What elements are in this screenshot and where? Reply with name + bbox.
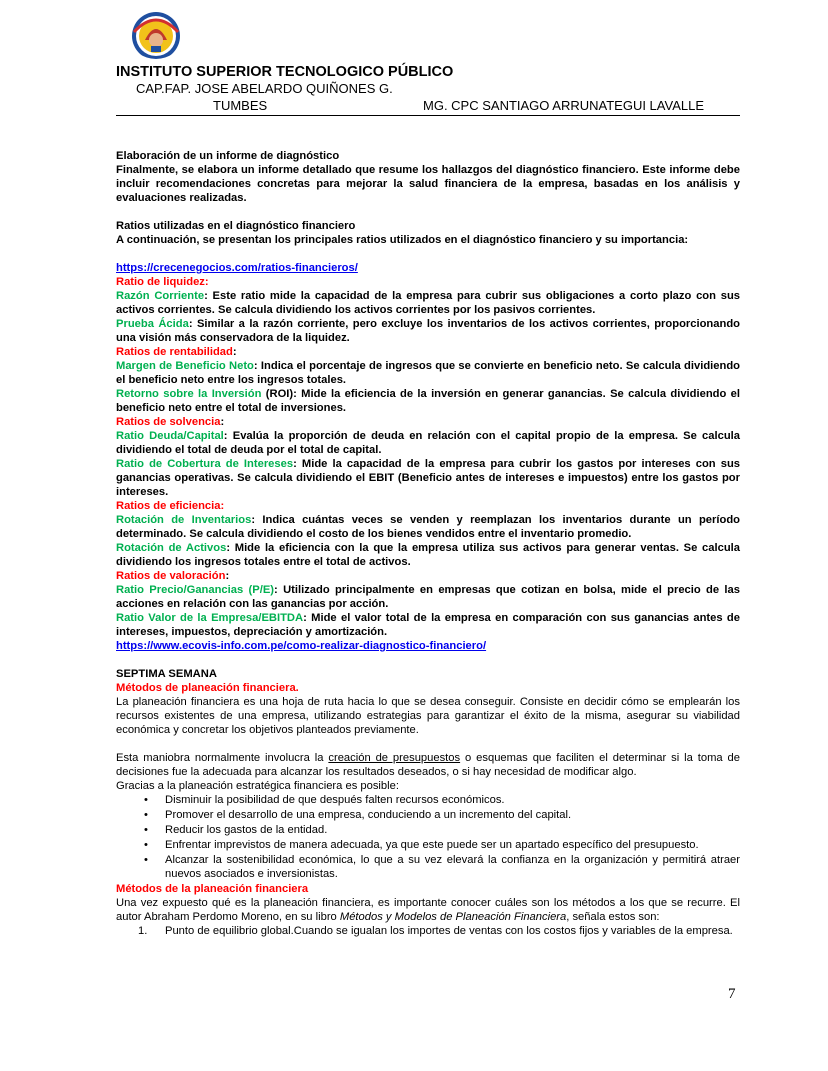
ratio-item [116,457,740,499]
category-heading: Ratios de eficiencia: [116,500,225,512]
ratio-description: : Mide la eficiencia con la que la empresa utiliza sus activos para generar ventas. Se calcula dividiendo los ingresos totales entre el total de activos. [116,542,740,568]
institution-subname: CAP.FAP. JOSE ABELARDO QUIÑONES G. [136,81,393,96]
ratio-item [116,611,740,639]
ratio-item [116,513,740,541]
ratio-item [116,583,740,611]
bullet-icon: • [144,854,148,866]
paragraph: A continuación, se presentan los principales ratios utilizados en el diagnóstico financiero y su importancia: [116,234,689,246]
section-title: Métodos de planeación financiera. [116,682,299,694]
institution-city: TUMBES [213,98,268,113]
institution-name: INSTITUTO SUPERIOR TECNOLOGICO PÚBLICO [116,64,454,80]
category-heading: Ratio de liquidez: [116,276,209,288]
teacher-name: MG. CPC SANTIAGO ARRUNATEGUI LAVALLE [423,98,705,113]
ratio-item [116,289,740,317]
section-title: Elaboración de un informe de diagnóstico [116,150,340,162]
list-item: 1. Punto de equilibrio global.Cuando se igualan los importes de ventas con los costos fijos y variables de la empresa. [138,925,733,937]
section-title: Métodos de la planeación financiera [116,883,309,895]
ratio-name: Margen de Beneficio Neto [116,360,254,372]
ratio-description: : Este ratio mide la capacidad de la empresa para cubrir sus obligaciones a corto plazo con sus activos corrientes. Se calcula dividiendo los activos corrientes por los pasivos corrientes. [116,290,740,316]
ratio-description: : Mide el valor total de la empresa en comparación con sus ganancias antes de intereses, impuestos, depreciación y amortización. [116,612,740,638]
ratio-description: : Similar a la razón corriente, pero excluye los inventarios de los activos corrientes, proporcionando una visión más conservadora de la liquidez. [116,318,740,344]
ratio-name: Rotación de Activos [116,542,227,554]
reference-link[interactable]: https://crecenegocios.com/ratios-financieros/ [116,262,358,274]
list-item: • Reducir los gastos de la entidad. [144,824,328,836]
ratio-description: : Mide la capacidad de la empresa para cubrir los gastos por intereses con sus ganancias operativas. Se calcula dividiendo el EBIT (Beneficio antes de intereses e impuestos) entre los gastos por intereses. [116,458,741,498]
paragraph: La planeación financiera es una hoja de ruta hacia lo que se desea conseguir. Consiste en decidir cómo se emplearán los recursos existentes de una empresa, utilizando estrategias para garantizar el éxito de la misma, asegurar su viabilidad económica y concretar los objetivos planteados previamente. [116,696,740,736]
paragraph: Una vez expuesto qué es la planeación financiera, es importante conocer cuáles son los métodos a los que se recurre. El autor Abraham Perdomo Moreno, en su libro Métodos y Modelos de Planeación Financiera, señala estos son: [116,897,740,923]
category-heading: Ratios de rentabilidad: [116,346,237,358]
week-heading: SEPTIMA SEMANA [116,668,217,680]
institution-logo [131,10,181,62]
ratio-name: Rotación de Inventarios [116,514,252,526]
ratio-name: Prueba Ácida [116,318,189,330]
bullet-icon: • [144,839,148,851]
bullet-icon: • [144,824,148,836]
paragraph: Finalmente, se elabora un informe detallado que resume los hallazgos del diagnóstico financiero. Este informe debe incluir recomendaciones concretas para mejorar la salud financiera de la empresa, basadas en los análisis y evaluaciones realizadas. [116,164,740,204]
list-item: • Enfrentar imprevistos de manera adecuada, ya que este puede ser un apartado específico del presupuesto. [144,839,699,851]
paragraph: Gracias a la planeación estratégica financiera es posible: [116,780,399,792]
list-item: • Alcanzar la sostenibilidad económica, lo que a su vez elevará la confianza en la organización y permitirá atraer nuevos asociados e inversionistas. [144,854,740,880]
numbered-list [116,924,740,938]
bullet-icon: • [144,809,148,821]
ratio-item [116,429,740,457]
inline-link[interactable]: creación de presupuestos [328,752,461,764]
ratio-description: : Indica el porcentaje de ingresos que se convierte en beneficio neto. Se calcula dividiendo el beneficio neto entre los ingresos totales. [116,360,740,386]
category-heading: Ratios de valoración: [116,570,230,582]
ratio-description: : Utilizado principalmente en empresas que cotizan en bolsa, mide el precio de las acciones en relación con las ganancias por acción. [116,584,740,610]
document-body [116,149,740,938]
ratio-name: Ratio Valor de la Empresa/EBITDA [116,612,304,624]
ratio-description: (ROI): Mide la eficiencia de la inversión en generar ganancias. Se calcula dividiendo el beneficio neto entre el total de inversiones. [116,388,740,414]
ratio-item [116,387,740,415]
ratio-name: Razón Corriente [116,290,205,302]
paragraph: Esta maniobra normalmente involucra la creación de presupuestos o esquemas que faciliten el determinar si la toma de decisiones fue la adecuada para alcanzar los resultados deseados, o si hay necesidad de modificar algo. [116,752,740,778]
ratio-name: Retorno sobre la Inversión [116,388,262,400]
bullet-list [116,793,740,881]
ratio-item [116,359,740,387]
list-item: • Disminuir la posibilidad de que después falten recursos económicos. [144,794,505,806]
ratio-description: : Indica cuántas veces se venden y reemplazan los inventarios durante un período determinado. Se calcula dividiendo el costo de los bienes vendidos entre el inventario promedio. [116,514,740,540]
ratio-name: Ratio de Cobertura de Intereses [116,458,294,470]
reference-link[interactable]: https://www.ecovis-info.com.pe/como-realizar-diagnostico-financiero/ [116,640,487,652]
section-title: Ratios utilizadas en el diagnóstico financiero [116,220,356,232]
ratio-item [116,541,740,569]
ratio-item [116,317,740,345]
page-number: 7 [728,986,736,1002]
bullet-icon: • [144,794,148,806]
ratio-description: : Evalúa la proporción de deuda en relación con el capital propio de la empresa. Se calcula dividiendo el total de deuda por el total de capital. [116,430,740,456]
ratio-name: Ratio Precio/Ganancias (P/E) [116,584,275,596]
ratio-name: Ratio Deuda/Capital [116,430,224,442]
list-item: • Promover el desarrollo de una empresa, conduciendo a un incremento del capital. [144,809,572,821]
header-divider [116,115,740,116]
category-heading: Ratios de solvencia: [116,416,225,428]
